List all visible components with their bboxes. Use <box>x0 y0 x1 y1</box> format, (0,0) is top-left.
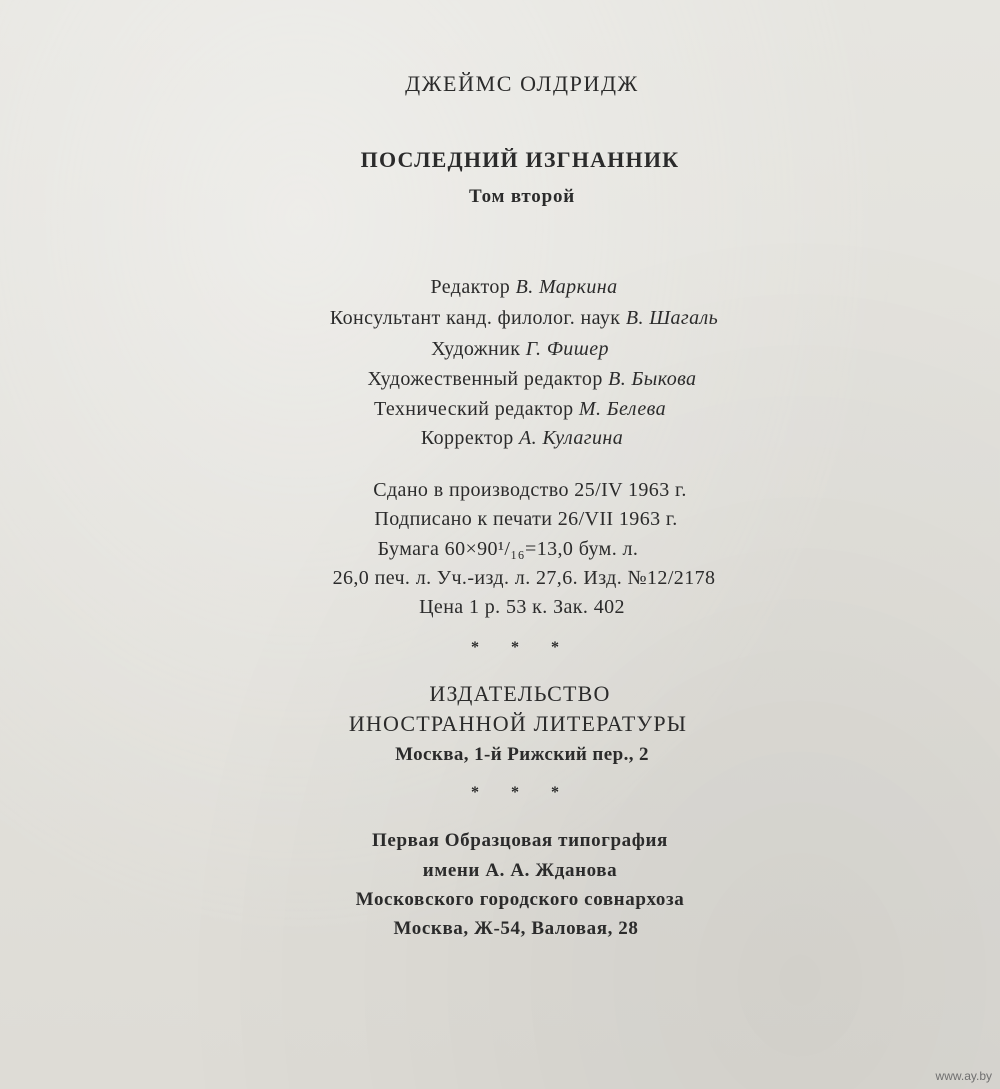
printer-line-2: имени А. А. Жданова <box>422 860 618 881</box>
credit-person: В. Быкова <box>608 368 697 390</box>
credit-person: М. Белева <box>578 398 666 420</box>
imprint-print-date: Подписано к печати 26/VII 1963 г. <box>374 508 678 530</box>
credit-person: В. Шагаль <box>625 307 719 329</box>
credit-role: Художник <box>431 338 521 360</box>
publisher-line-2: ИНОСТРАННОЙ ЛИТЕРАТУРЫ <box>348 711 688 736</box>
credit-art-editor <box>32 368 1000 391</box>
imprint-production-date: Сдано в производство 25/IV 1963 г. <box>373 479 687 501</box>
credit-proofreader <box>22 427 1000 450</box>
imprint-paper: Бумага 60×90¹/₁₆=13,0 бум. л. <box>377 538 639 560</box>
imprint-price: Цена 1 р. 53 к. Зак. 402 <box>419 596 625 618</box>
credit-artist <box>20 338 1000 361</box>
credit-role: Корректор <box>420 427 514 449</box>
volume-label: Том второй <box>468 186 576 207</box>
credit-person: Г. Фишер <box>525 338 609 360</box>
credit-technical-editor <box>20 398 1000 421</box>
credit-person: А. Кулагина <box>519 427 624 449</box>
separator-stars: * * * <box>471 784 573 801</box>
credit-role: Художественный редактор <box>367 368 603 390</box>
credit-role: Технический редактор <box>374 398 574 420</box>
site-watermark: www.ay.by <box>935 1069 992 1083</box>
separator-stars: * * * <box>471 639 573 656</box>
imprint-sheets: 26,0 печ. л. Уч.-изд. л. 27,6. Изд. №12/2178 <box>332 567 716 589</box>
credit-consultant <box>24 307 1000 330</box>
book-title: ПОСЛЕДНИЙ ИЗГНАННИК <box>360 147 680 172</box>
printer-line-1: Первая Образцовая типография <box>372 830 668 851</box>
credit-editor <box>24 276 1000 299</box>
credit-person: В. Маркина <box>515 276 618 298</box>
publisher-line-1: ИЗДАТЕЛЬСТВО <box>429 681 611 706</box>
credit-role: Редактор <box>430 276 511 298</box>
publisher-address: Москва, 1-й Рижский пер., 2 <box>395 744 649 765</box>
printer-line-3: Московского городского совнархоза <box>355 889 685 910</box>
author-name: ДЖЕЙМС ОЛДРИДЖ <box>405 71 639 96</box>
credit-role: Консультант канд. филолог. наук <box>329 307 621 329</box>
printer-address: Москва, Ж-54, Валовая, 28 <box>393 918 639 939</box>
